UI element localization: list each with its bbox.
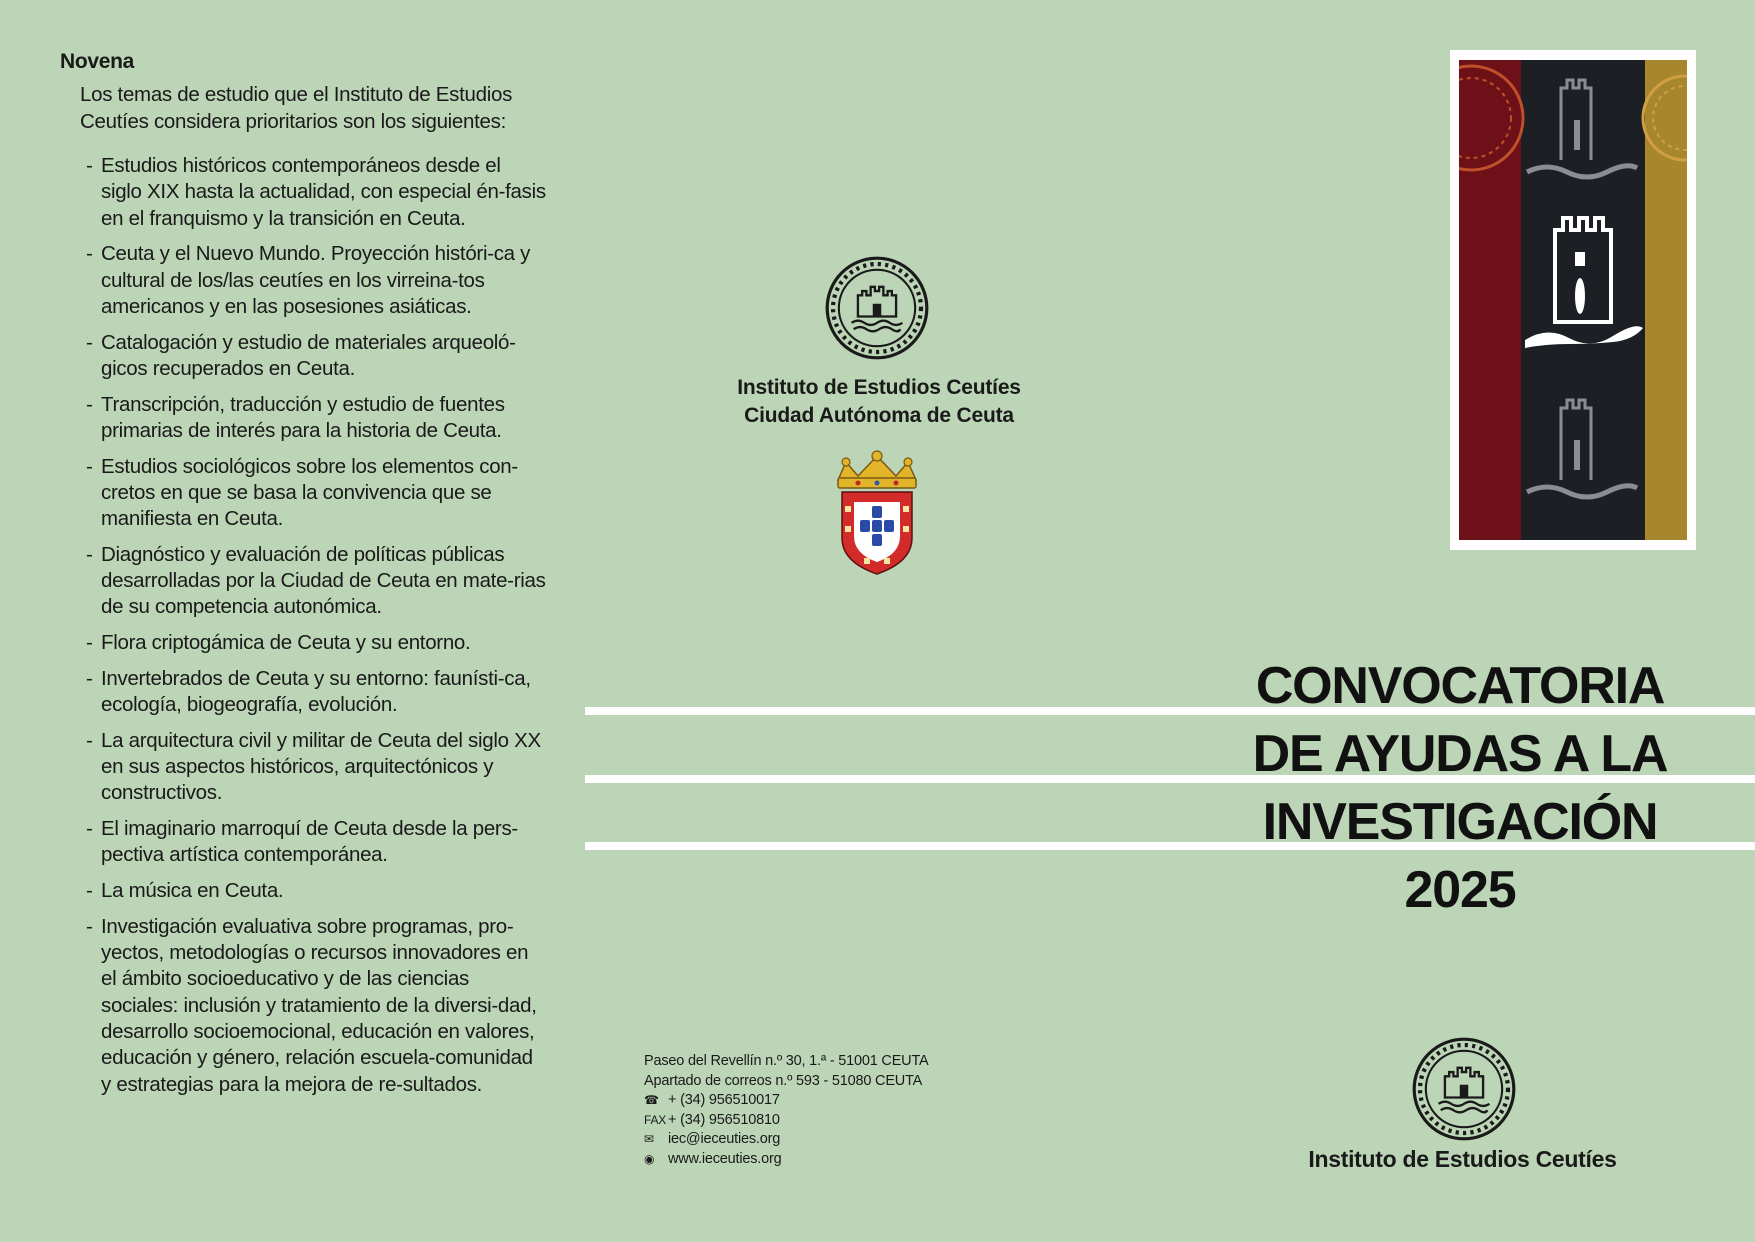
list-item: - Investigación evaluativa sobre programas, pro-yectos, metodologías o recursos innovadores en el ámbito socioeducativo y de las ciencias sociales: inclusión y tratamiento de la diversi-dad, desarrollo socioemocional, educación en valores, educación y género, relación escuela-comunidad y estrategias para la mejora de re-sultados. (86, 914, 537, 1096)
phone-number: + (34) 956510017 (668, 1092, 780, 1108)
section-heading: Novena (60, 50, 135, 73)
globe-icon: ◉ (644, 1151, 655, 1166)
main-title (1200, 652, 1720, 924)
list-item: - La arquitectura civil y militar de Ceuta del siglo XX en sus aspectos históricos, arquitectónicos y constructivos. (86, 728, 541, 805)
list-item: - Estudios sociológicos sobre los elementos con-cretos en que se basa la convivencia que se manifiesta en Ceuta. (86, 454, 518, 531)
list-item: - Estudios históricos contemporáneos desde el siglo XIX hasta la actualidad, con especial én-fasis en el franquismo y la transición en Ceuta. (86, 154, 546, 230)
address-line: Paseo del Revellín n.º 30, 1.ª - 51001 CEUTA (644, 1053, 929, 1069)
fax-label: FAX (644, 1112, 667, 1127)
topic-list (86, 153, 546, 1107)
org-title (680, 374, 1078, 430)
title-line: INVESTIGACIÓN (1262, 793, 1658, 851)
contact-block (644, 1052, 929, 1169)
left-panel (0, 0, 580, 1242)
website-link[interactable]: www.ieceuties.org (668, 1150, 782, 1167)
list-item: - La música en Ceuta. (86, 879, 284, 903)
list-item: - Invertebrados de Ceuta y su entorno: faunísti-ca, ecología, biogeografía, evolución. (86, 666, 531, 717)
mail-icon: ✉ (644, 1132, 654, 1146)
list-item: - Catalogación y estudio de materiales arqueoló-gicos recuperados en Ceuta. (86, 330, 516, 380)
title-year: 2025 (1404, 861, 1516, 919)
org-name: Instituto de Estudios Ceutíes (737, 376, 1021, 399)
phone-icon: ☎ (644, 1093, 659, 1107)
list-item: - Ceuta y el Nuevo Mundo. Proyección históri-ca y cultural de los/las ceutíes en los virreina-tos americanos y en las posesiones asiáticas. (86, 242, 531, 318)
list-item: - Flora criptogámica de Ceuta y su entorno. (86, 631, 471, 655)
intro-paragraph: Los temas de estudio que el Instituto de Estudios Ceutíes considera prioritarios son los siguientes: (80, 83, 513, 133)
po-box-line: Apartado de correos n.º 593 - 51080 CEUTA (644, 1072, 923, 1089)
org-subtitle: Ciudad Autónoma de Ceuta (744, 404, 1014, 427)
list-item: - Diagnóstico y evaluación de políticas públicas desarrolladas por la Ciudad de Ceuta en mate-rias de su competencia autonómica. (86, 542, 546, 619)
list-item: - Transcripción, traducción y estudio de fuentes primarias de interés para la historia de Ceuta. (86, 392, 505, 442)
tower-banner (1450, 50, 1696, 550)
seal-icon (824, 255, 930, 361)
seal-icon (1411, 1036, 1517, 1142)
list-item: - El imaginario marroquí de Ceuta desde la pers-pectiva artística contemporánea. (86, 817, 518, 867)
footer-org-name: Instituto de Estudios Ceutíes (1308, 1146, 1617, 1172)
title-line: DE AYUDAS A LA (1252, 725, 1668, 783)
title-line: CONVOCATORIA (1255, 657, 1665, 715)
coat-of-arms-icon (828, 450, 926, 578)
email-address[interactable]: iec@ieceuties.org (668, 1131, 781, 1147)
fax-number: + (34) 956510810 (668, 1111, 780, 1128)
